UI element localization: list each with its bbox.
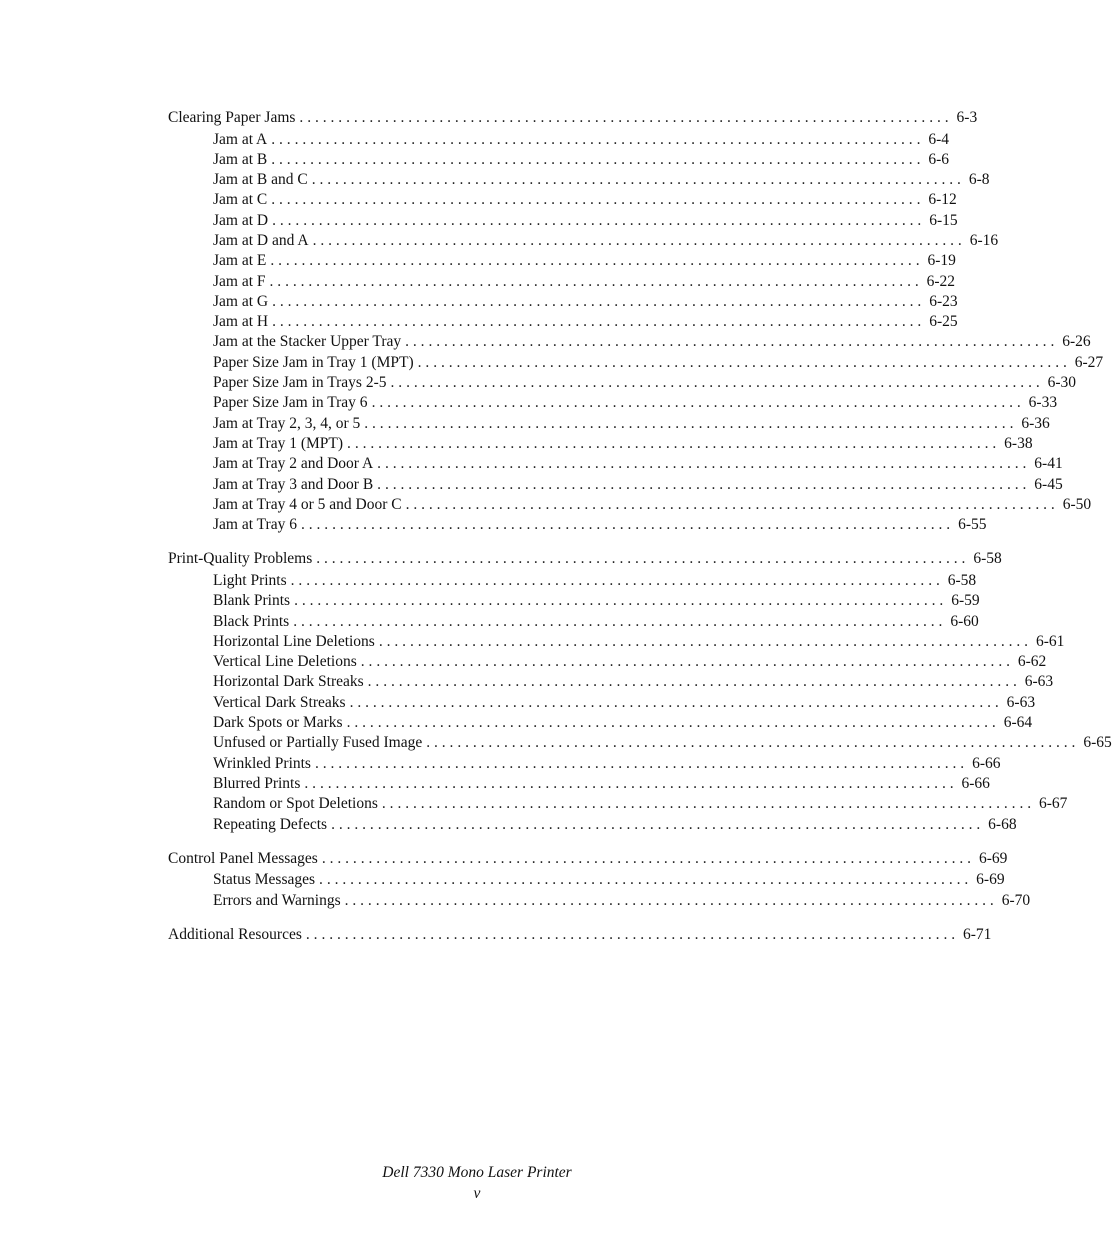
dot-leader: .................................................................................... (405, 333, 1059, 351)
toc-entry-title: Jam at the Stacker Upper Tray (213, 333, 402, 351)
dot-leader: .................................................................................... (316, 550, 970, 568)
toc-entry[interactable] (168, 211, 958, 231)
toc-entry-page-number: 6-4 (928, 130, 950, 148)
toc-entry[interactable] (168, 733, 1112, 753)
toc-entry-page-number: 6-19 (927, 252, 956, 270)
toc-entry-page-number: 6-64 (1003, 714, 1033, 732)
toc-entry-title: Horizontal Line Deletions (213, 632, 375, 650)
toc-entry-page-number: 6-63 (1024, 673, 1054, 691)
toc-entry[interactable] (168, 713, 1033, 733)
toc-entry-page-number: 6-6 (928, 150, 950, 168)
toc-entry-page-number: 6-16 (969, 231, 999, 249)
toc-entry-page-number: 6-8 (968, 171, 990, 189)
toc-entry-title: Jam at Tray 2, 3, 4, or 5 (213, 414, 361, 432)
toc-entry-page-number: 6-22 (926, 272, 956, 290)
dot-leader: .................................................................................... (381, 795, 1036, 813)
toc-entry-title: Control Panel Messages (168, 849, 318, 867)
toc-entry-page-number: 6-67 (1039, 795, 1068, 813)
toc-entry[interactable] (168, 672, 1054, 692)
dot-leader: .................................................................................... (344, 891, 998, 909)
toc-entry[interactable] (168, 774, 990, 794)
toc-section-heading[interactable] (168, 848, 1008, 871)
toc-entry-page-number: 6-69 (978, 849, 1008, 867)
toc-entry-page-number: 6-3 (956, 109, 978, 126)
toc-entry-title: Status Messages (213, 871, 316, 889)
toc-entry-title: Paper Size Jam in Tray 6 (213, 394, 368, 412)
toc-entry-page-number: 6-50 (1062, 495, 1092, 513)
toc-entry[interactable] (168, 612, 979, 632)
toc-entry-title: Jam at Tray 1 (MPT) (213, 434, 344, 452)
toc-entry-page-number: 6-33 (1028, 394, 1058, 412)
toc-entry-page-number: 6-30 (1047, 374, 1077, 392)
toc-entry[interactable] (168, 591, 980, 611)
dot-leader: .................................................................................... (272, 292, 926, 310)
toc-entry-title: Vertical Line Deletions (213, 653, 357, 671)
toc-entry[interactable] (168, 312, 958, 332)
dot-leader: .................................................................................... (293, 612, 947, 630)
toc-entry-title: Jam at H (213, 313, 269, 331)
toc-entry-page-number: 6-63 (1006, 693, 1036, 711)
dot-leader: .................................................................................... (426, 734, 1080, 752)
dot-leader: .................................................................................... (331, 815, 985, 833)
toc-entry-title: Jam at A (213, 130, 268, 148)
toc-entry[interactable] (168, 754, 1001, 774)
toc-entry-page-number: 6-41 (1034, 455, 1063, 473)
toc-entry-title: Jam at Tray 4 or 5 and Door C (213, 495, 402, 513)
toc-entry-title: Additional Resources (168, 925, 302, 943)
toc-section (168, 848, 1031, 911)
toc-entry[interactable] (168, 475, 1063, 495)
toc-entry[interactable] (168, 251, 956, 271)
toc-entry-title: Errors and Warnings (213, 891, 341, 909)
toc-entry-title: Jam at Tray 3 and Door B (213, 475, 374, 493)
toc-entry-page-number: 6-69 (976, 871, 1005, 889)
toc-entry-page-number: 6-15 (929, 211, 958, 229)
toc-entry-page-number: 6-59 (951, 592, 980, 610)
toc-section (168, 924, 992, 947)
dot-leader: .................................................................................... (390, 374, 1044, 392)
footer-document-title: Dell 7330 Mono Laser Printer (382, 1164, 572, 1181)
dot-leader: .................................................................................... (272, 211, 926, 229)
toc-entry[interactable] (168, 150, 950, 170)
toc-section-heading[interactable] (168, 107, 978, 130)
dot-leader: .................................................................................... (294, 592, 948, 610)
toc-entry-page-number: 6-25 (929, 313, 958, 331)
dot-leader: .................................................................................... (349, 693, 1003, 711)
toc-entry[interactable] (168, 632, 1065, 652)
toc-entry[interactable] (168, 292, 958, 312)
dot-leader: .................................................................................... (371, 394, 1025, 412)
toc-entry-title: Vertical Dark Streaks (213, 693, 346, 711)
toc-entry-page-number: 6-62 (1017, 653, 1047, 671)
toc-section (168, 548, 1112, 834)
toc-entry-page-number: 6-45 (1034, 475, 1063, 493)
dot-leader: .................................................................................... (305, 925, 959, 943)
dot-leader: .................................................................................... (360, 653, 1014, 671)
toc-entry[interactable] (168, 353, 1104, 373)
toc-entry[interactable] (168, 393, 1058, 413)
toc-entry[interactable] (168, 272, 956, 292)
toc-entry-title: Light Prints (213, 571, 287, 589)
toc-entry[interactable] (168, 693, 1036, 713)
toc-entry-title: Jam at B (213, 150, 268, 168)
dot-leader: .................................................................................... (417, 353, 1071, 371)
dot-leader: .................................................................................... (377, 455, 1031, 473)
toc-entry-title: Jam at D (213, 211, 269, 229)
dot-leader: .................................................................................... (367, 673, 1021, 691)
toc-entry-title: Wrinkled Prints (213, 754, 311, 772)
toc-entry[interactable] (168, 231, 999, 251)
toc-entry-title: Paper Size Jam in Trays 2-5 (213, 374, 387, 392)
toc-entry-page-number: 6-66 (972, 754, 1001, 772)
dot-leader: .................................................................................... (378, 632, 1032, 650)
dot-leader: .................................................................................... (290, 571, 944, 589)
toc-entry-title: Paper Size Jam in Tray 1 (MPT) (213, 353, 414, 371)
toc-entry[interactable] (168, 434, 1033, 454)
toc-entry-title: Dark Spots or Marks (213, 714, 343, 732)
toc-entry-title: Blank Prints (213, 592, 291, 610)
dot-leader: .................................................................................... (377, 475, 1031, 493)
dot-leader: .................................................................................... (314, 754, 969, 772)
toc-entry-title: Jam at G (213, 292, 269, 310)
toc-entry-title: Jam at D and A (213, 231, 309, 249)
toc-entry-title: Jam at E (213, 252, 267, 270)
toc-entry-page-number: 6-58 (973, 550, 1002, 568)
toc-entry-title: Repeating Defects (213, 815, 328, 833)
toc-entry-page-number: 6-23 (929, 292, 958, 310)
toc-entry-page-number: 6-36 (1021, 414, 1050, 432)
dot-leader: .................................................................................... (364, 414, 1018, 432)
dot-leader: .................................................................................... (270, 252, 924, 270)
toc-entry-title: Jam at B and C (213, 171, 308, 189)
toc-entry-page-number: 6-12 (928, 191, 957, 209)
toc-entry-page-number: 6-38 (1004, 434, 1033, 452)
toc-entry[interactable] (168, 515, 987, 535)
toc-entry-title: Random or Spot Deletions (213, 795, 378, 813)
toc-entry[interactable] (168, 414, 1050, 434)
toc-section-heading[interactable] (168, 924, 992, 947)
table-of-contents (168, 107, 1112, 959)
toc-entry-page-number: 6-68 (988, 815, 1017, 833)
toc-entry[interactable] (168, 170, 990, 190)
dot-leader: .................................................................................... (405, 495, 1059, 513)
toc-entry-page-number: 6-66 (961, 774, 990, 792)
toc-entry-page-number: 6-60 (950, 612, 979, 630)
toc-entry-title: Jam at F (213, 272, 266, 290)
toc-entry-page-number: 6-58 (947, 571, 977, 589)
toc-entry[interactable] (168, 495, 1092, 515)
dot-leader: .................................................................................... (300, 516, 955, 534)
dot-leader: .................................................................................... (312, 231, 966, 249)
toc-entry-title: Jam at C (213, 191, 268, 209)
toc-entry-page-number: 6-55 (958, 516, 987, 534)
dot-leader: .................................................................................... (271, 191, 925, 209)
dot-leader: .................................................................................... (311, 171, 965, 189)
toc-entry[interactable] (168, 130, 950, 150)
toc-entry-page-number: 6-27 (1074, 353, 1104, 371)
toc-entry[interactable] (168, 891, 1031, 911)
toc-entry[interactable] (168, 815, 1017, 835)
toc-entry[interactable] (168, 190, 957, 210)
dot-leader: .................................................................................... (346, 714, 1000, 732)
dot-leader: .................................................................................... (271, 150, 925, 168)
toc-entry-page-number: 6-65 (1083, 734, 1112, 752)
dot-leader: .................................................................................... (299, 109, 953, 126)
toc-entry-page-number: 6-26 (1062, 333, 1091, 351)
dot-leader: .................................................................................... (321, 849, 975, 867)
toc-entry-title: Blurred Prints (213, 774, 301, 792)
toc-entry-title: Print-Quality Problems (168, 550, 313, 568)
dot-leader: .................................................................................... (319, 871, 973, 889)
toc-entry[interactable] (168, 332, 1091, 352)
toc-section-heading[interactable] (168, 548, 1002, 571)
toc-entry[interactable] (168, 652, 1047, 672)
dot-leader: .................................................................................... (272, 313, 926, 331)
toc-entry-title: Unfused or Partially Fused Image (213, 734, 423, 752)
toc-entry-title: Jam at Tray 2 and Door A (213, 455, 374, 473)
toc-entry[interactable] (168, 870, 1005, 890)
toc-entry[interactable] (168, 794, 1068, 814)
toc-entry-title: Jam at Tray 6 (213, 516, 297, 534)
dot-leader: .................................................................................... (271, 130, 925, 148)
toc-entry-page-number: 6-70 (1001, 891, 1031, 909)
toc-entry[interactable] (168, 373, 1077, 393)
dot-leader: .................................................................................... (304, 774, 958, 792)
toc-entry-title: Clearing Paper Jams (168, 109, 296, 126)
toc-entry-title: Black Prints (213, 612, 290, 630)
toc-entry-page-number: 6-61 (1035, 632, 1065, 650)
dot-leader: .................................................................................... (347, 434, 1001, 452)
toc-entry-title: Horizontal Dark Streaks (213, 673, 364, 691)
toc-entry[interactable] (168, 454, 1063, 474)
dot-leader: .................................................................................... (269, 272, 923, 290)
toc-entry[interactable] (168, 571, 977, 591)
toc-entry-page-number: 6-71 (963, 925, 992, 943)
toc-section (168, 107, 1104, 535)
footer-page-number: v (473, 1185, 481, 1202)
